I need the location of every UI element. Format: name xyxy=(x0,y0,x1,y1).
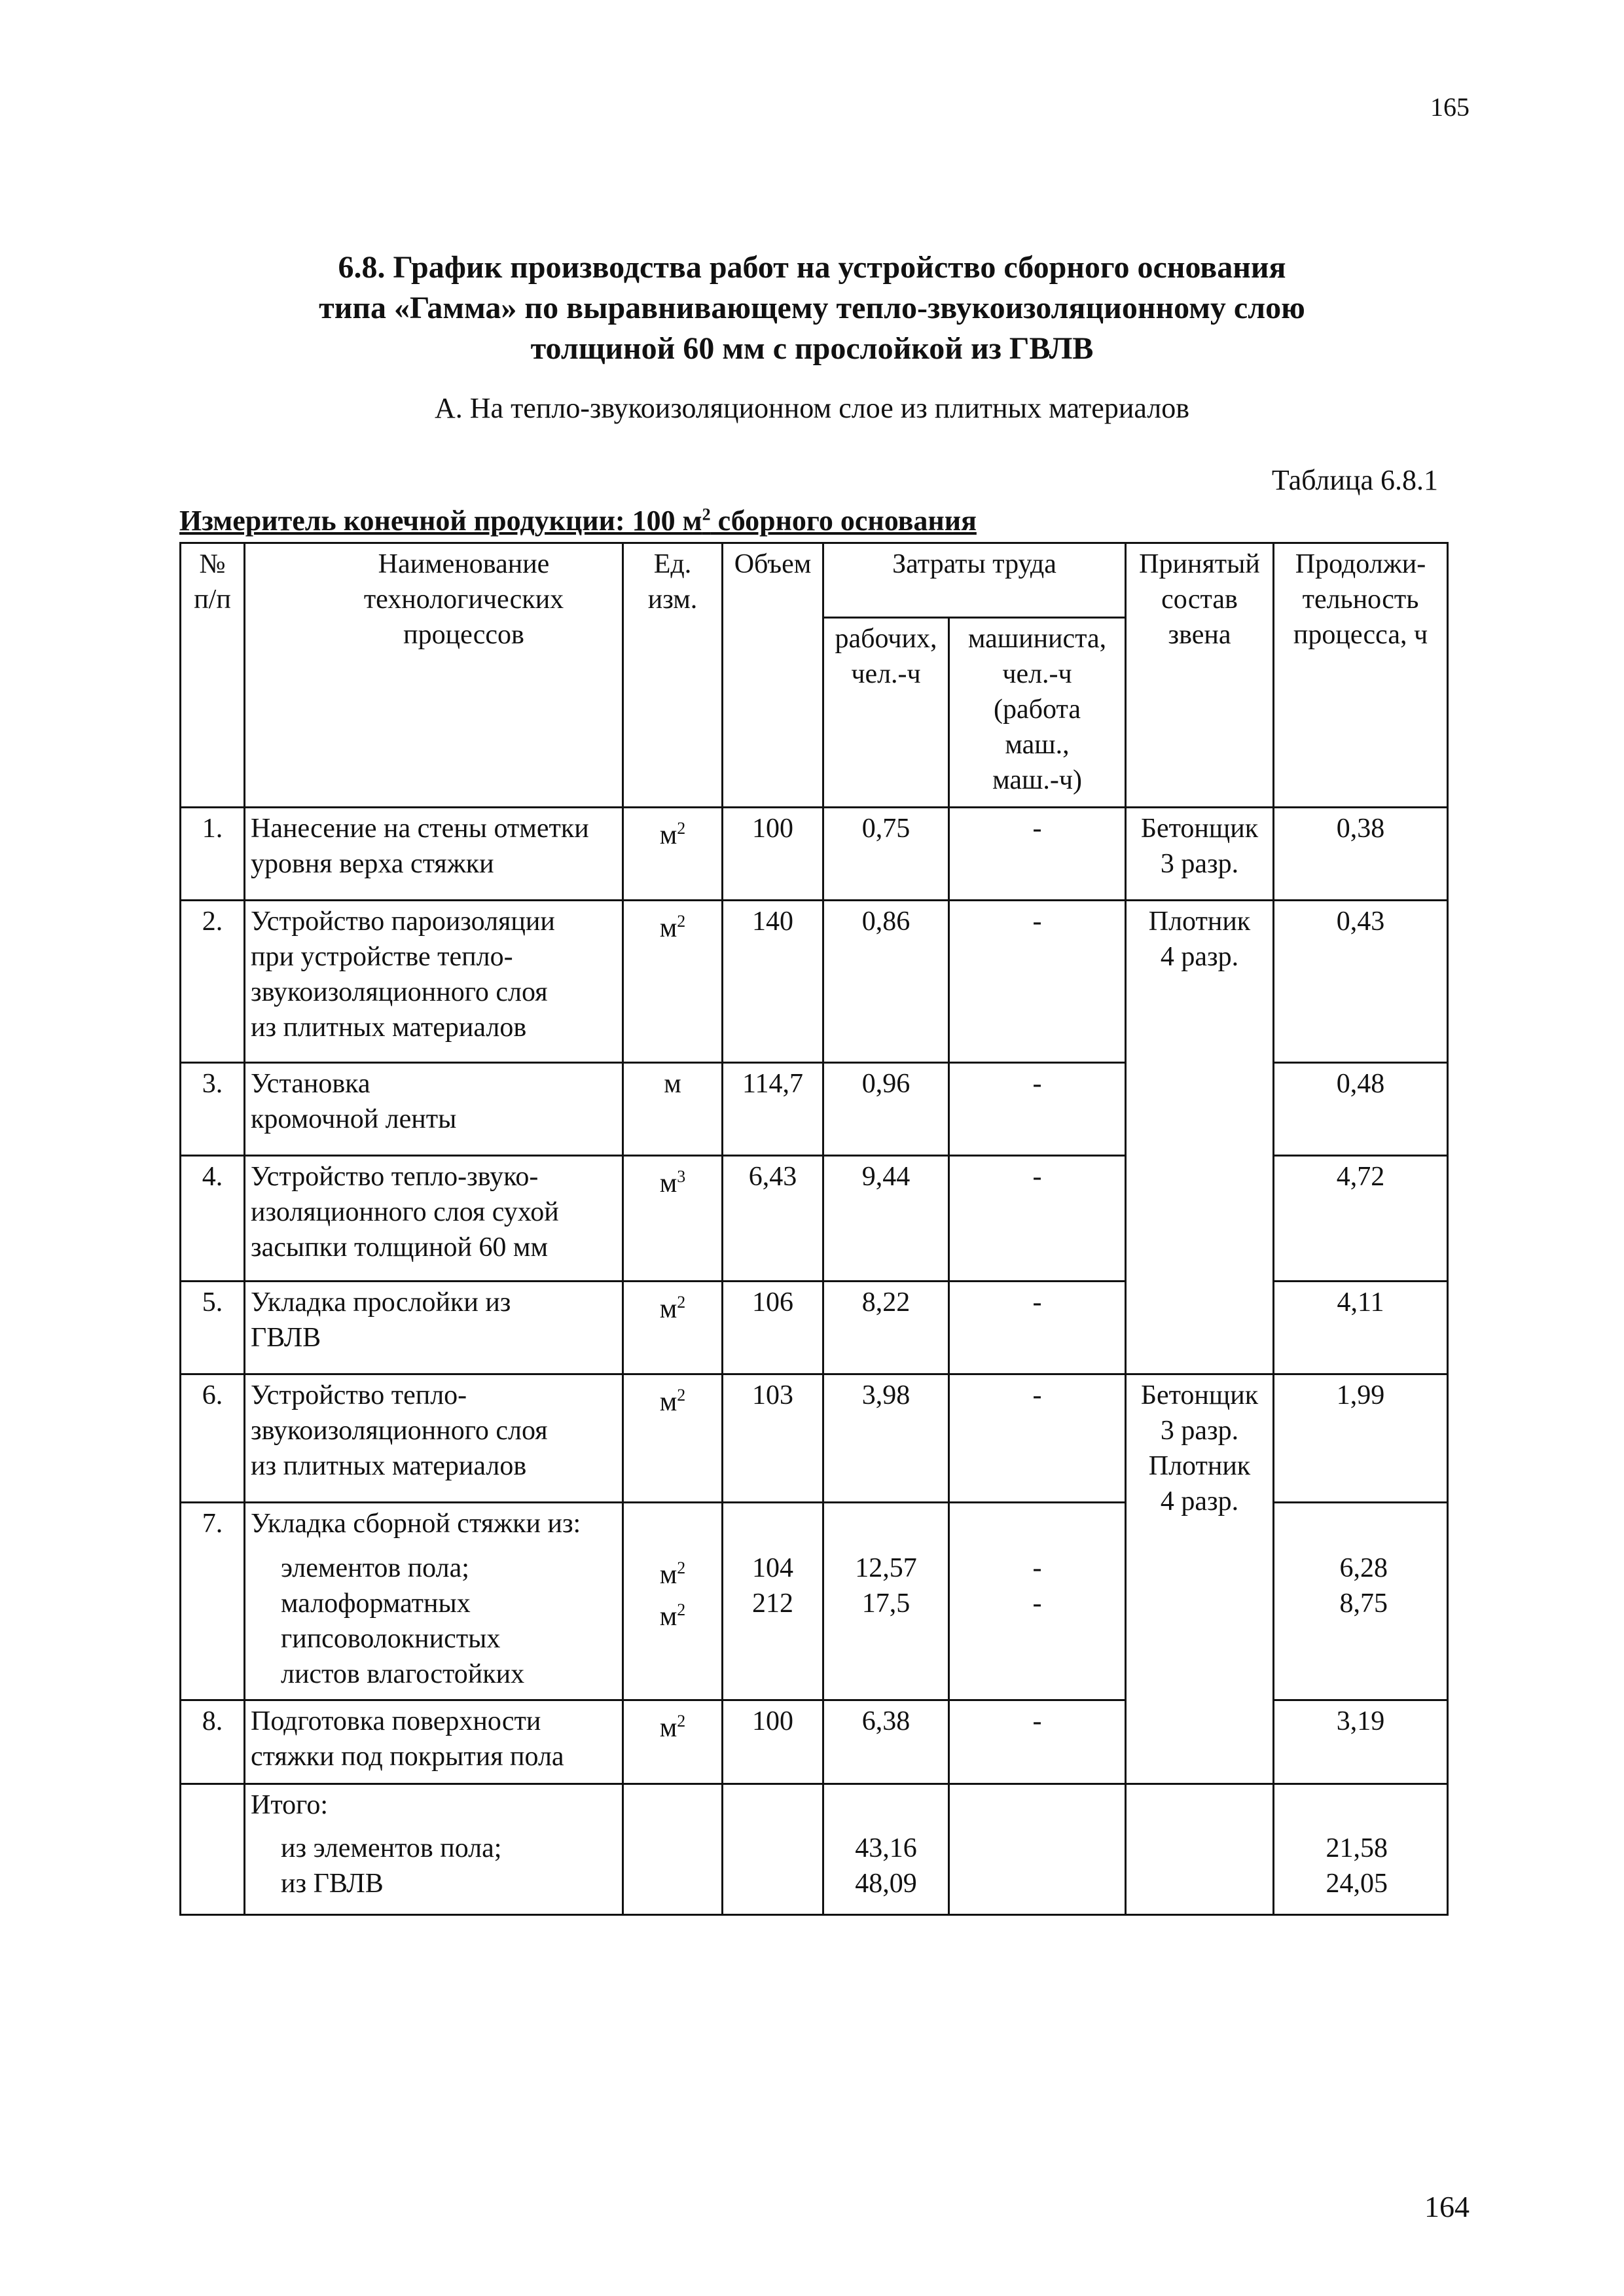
row-name: Укладка сборной стяжки из: элементов пола; малоформатных гипсоволокнистых листов влагостойких xyxy=(245,1503,623,1700)
header-name: Наименование технологических процессов xyxy=(245,543,623,808)
row-duration: 0,43 xyxy=(1274,901,1448,1063)
measure-suffix: сборного основания xyxy=(710,505,977,537)
row-num: 8. xyxy=(181,1700,245,1784)
row-name: Устройство тепло- звукоизоляционного слоя из плитных материалов xyxy=(245,1374,623,1503)
row-name: Устройство пароизоляции при устройстве тепло- звукоизоляционного слоя из плитных материалов xyxy=(245,901,623,1063)
row-workers: 12,57 17,5 xyxy=(823,1503,949,1700)
row-machinist: - xyxy=(949,1374,1126,1503)
row-duration: 0,38 xyxy=(1274,808,1448,901)
row-duration: 1,99 xyxy=(1274,1374,1448,1503)
page-number-bottom: 164 xyxy=(1424,2190,1470,2223)
row-num: 7. xyxy=(181,1503,245,1700)
row-machinist: - xyxy=(949,1700,1126,1784)
row-volume: 140 xyxy=(723,901,823,1063)
row-unit: $м^2$ xyxy=(623,1374,723,1503)
row-num: 2. xyxy=(181,901,245,1063)
table-row xyxy=(181,1374,1448,1503)
row-volume: 114,7 xyxy=(723,1063,823,1156)
row-workers: 3,98 xyxy=(823,1374,949,1503)
row-volume: 100 xyxy=(723,808,823,901)
row-workers: 6,38 xyxy=(823,1700,949,1784)
row-unit: $м^3$ xyxy=(623,1156,723,1282)
table-row xyxy=(181,808,1448,901)
row-unit: $м^2$ xyxy=(623,901,723,1063)
row-machinist: - xyxy=(949,808,1126,901)
row-crew: Бетонщик 3 разр. xyxy=(1126,808,1274,901)
row-volume: 106 xyxy=(723,1282,823,1374)
row-machinist: - xyxy=(949,1063,1126,1156)
row-crew: Бетонщик 3 разр. Плотник 4 разр. xyxy=(1126,1374,1274,1784)
table-label: Таблица 6.8.1 xyxy=(1271,464,1438,496)
row-volume: 104 212 xyxy=(723,1503,823,1700)
row-name: Укладка прослойки из ГВЛВ xyxy=(245,1282,623,1374)
table-header-row xyxy=(181,543,1448,618)
header-workers: рабочих, чел.-ч xyxy=(823,618,949,808)
measure-unit-caption xyxy=(179,504,977,537)
row-workers: 0,96 xyxy=(823,1063,949,1156)
total-name: Итого: из элементов пола; из ГВЛВ xyxy=(245,1784,623,1915)
row-unit: $м^2$ xyxy=(623,1282,723,1374)
total-crew xyxy=(1126,1784,1274,1915)
row-machinist: - xyxy=(949,1156,1126,1282)
row-num: 4. xyxy=(181,1156,245,1282)
row-name: Нанесение на стены отметки уровня верха стяжки xyxy=(245,808,623,901)
title-line-3: толщиной 60 мм с прослойкой из ГВЛВ xyxy=(530,331,1094,366)
page-number-top: 165 xyxy=(1430,92,1470,122)
row-machinist: - - xyxy=(949,1503,1126,1700)
header-volume: Объем xyxy=(723,543,823,808)
total-workers: 43,16 48,09 xyxy=(823,1784,949,1915)
row-duration: 4,72 xyxy=(1274,1156,1448,1282)
row-name: Установка кромочной ленты xyxy=(245,1063,623,1156)
total-num xyxy=(181,1784,245,1915)
total-duration: 21,58 24,05 xyxy=(1274,1784,1448,1915)
row-volume: 6,43 xyxy=(723,1156,823,1282)
row-num: 5. xyxy=(181,1282,245,1374)
row-unit: $м^2$ xyxy=(623,808,723,901)
row-num: 3. xyxy=(181,1063,245,1156)
row-machinist: - xyxy=(949,1282,1126,1374)
row-duration: 4,11 xyxy=(1274,1282,1448,1374)
row-unit: $м^2$ $м^2$ xyxy=(623,1503,723,1700)
page-title xyxy=(0,247,1624,369)
table-total-row xyxy=(181,1784,1448,1915)
row-num: 6. xyxy=(181,1374,245,1503)
total-volume xyxy=(723,1784,823,1915)
header-crew: Принятый состав звена xyxy=(1126,543,1274,808)
section-subtitle: А. На тепло-звукоизоляционном слое из плитных материалов xyxy=(434,392,1190,424)
row-workers: 0,75 xyxy=(823,808,949,901)
row-name: Устройство тепло-звуко- изоляционного слоя сухой засыпки толщиной 60 мм xyxy=(245,1156,623,1282)
row-workers: 0,86 xyxy=(823,901,949,1063)
header-unit: Ед. изм. xyxy=(623,543,723,808)
header-labor: Затраты труда xyxy=(823,543,1126,618)
table-row xyxy=(181,901,1448,1063)
row-crew: Плотник 4 разр. xyxy=(1126,901,1274,1374)
total-machinist xyxy=(949,1784,1126,1915)
row-workers: 9,44 xyxy=(823,1156,949,1282)
work-schedule-table xyxy=(179,542,1449,1916)
measure-prefix: Измеритель конечной продукции: 100 м xyxy=(179,505,702,537)
row-num: 1. xyxy=(181,808,245,901)
header-duration: Продолжи- тельность процесса, ч xyxy=(1274,543,1448,808)
row-volume: 100 xyxy=(723,1700,823,1784)
row-volume: 103 xyxy=(723,1374,823,1503)
total-unit xyxy=(623,1784,723,1915)
row-name: Подготовка поверхности стяжки под покрытия пола xyxy=(245,1700,623,1784)
row-duration: 3,19 xyxy=(1274,1700,1448,1784)
header-machinist: машиниста, чел.-ч (работа маш., маш.-ч) xyxy=(949,618,1126,808)
title-line-1: 6.8. График производства работ на устройство сборного основания xyxy=(338,250,1286,285)
row-duration: 0,48 xyxy=(1274,1063,1448,1156)
row-unit: м xyxy=(623,1063,723,1156)
row-duration: 6,28 8,75 xyxy=(1274,1503,1448,1700)
measure-sup: 2 xyxy=(702,505,711,524)
row-machinist: - xyxy=(949,901,1126,1063)
title-line-2: типа «Гамма» по выравнивающему тепло-звукоизоляционному слою xyxy=(319,291,1305,325)
header-num: № п/п xyxy=(181,543,245,808)
row-unit: $м^2$ xyxy=(623,1700,723,1784)
row-workers: 8,22 xyxy=(823,1282,949,1374)
